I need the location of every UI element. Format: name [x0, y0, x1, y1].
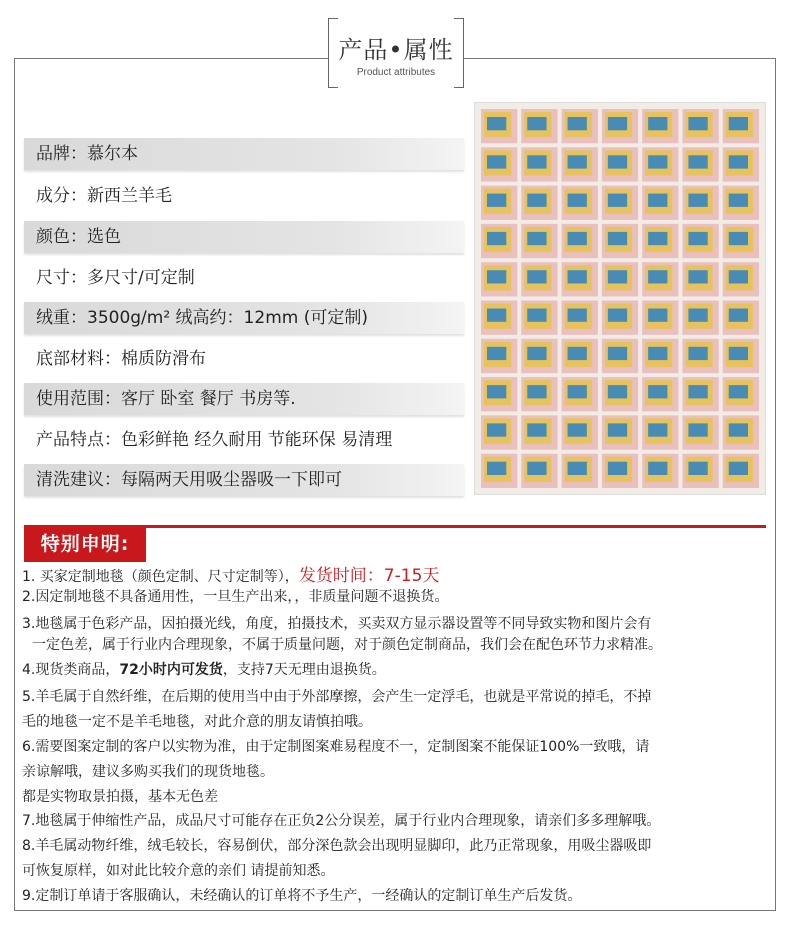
rug-tile: [642, 415, 678, 449]
rug-tile: [682, 415, 718, 449]
rug-tile: [602, 377, 638, 411]
rug-tile: [481, 186, 517, 220]
tile-blue-square: [729, 155, 748, 168]
rug-tile: [642, 262, 678, 296]
tile-blue-square: [648, 462, 667, 475]
tile-blue-square: [527, 462, 546, 475]
rug-tile: [521, 339, 557, 373]
attribute-pile-weight: 绒重：3500g/m² 绒高约：12mm (可定制): [24, 302, 464, 334]
rug-tile: [602, 301, 638, 335]
notice-title: 特别申明:: [24, 526, 146, 562]
notice-item-5a: 5.羊毛属于自然纤维，在后期的使用当中由于外部摩擦，会产生一定浮毛，也就是平常说的掉毛，不掉: [22, 689, 652, 705]
tile-blue-square: [487, 423, 506, 436]
tile-blue-square: [729, 270, 748, 283]
rug-tile: [682, 109, 718, 143]
rug-tile: [481, 454, 517, 488]
rug-tile: [521, 262, 557, 296]
notice-item-3b: 一定色差，属于行业内合理现象，不属于质量问题，对于颜色定制商品，我们会在配色环节力求精准。: [32, 637, 662, 653]
notice-item-8a: 8.羊毛属动物纤维，绒毛较长，容易倒伏，部分深色款会出现明显脚印，此乃正常现象，用吸尘器吸即: [22, 838, 652, 854]
rug-tile: [521, 147, 557, 181]
attribute-brand: 品牌：慕尔本: [24, 138, 464, 170]
tile-blue-square: [688, 385, 707, 398]
tile-blue-square: [568, 462, 587, 475]
tile-blue-square: [729, 385, 748, 398]
tile-blue-square: [568, 194, 587, 207]
rug-tile: [723, 301, 759, 335]
tile-blue-square: [648, 232, 667, 245]
rug-tile: [562, 262, 598, 296]
tile-blue-square: [568, 117, 587, 130]
tile-blue-square: [608, 232, 627, 245]
tile-blue-square: [527, 309, 546, 322]
notice-item-5b: 毛的地毯一定不是羊毛地毯，对此介意的朋友请慎拍哦。: [22, 714, 372, 730]
tile-blue-square: [648, 155, 667, 168]
tile-blue-square: [688, 309, 707, 322]
rug-tile: [521, 454, 557, 488]
rug-tile: [682, 262, 718, 296]
attribute-color: 颜色：选色: [24, 221, 464, 253]
tile-blue-square: [608, 462, 627, 475]
attribute-features: 产品特点：色彩鲜艳 经久耐用 节能环保 易清理: [36, 430, 393, 450]
tile-blue-square: [527, 270, 546, 283]
attribute-material: 成分：新西兰羊毛: [36, 186, 172, 206]
rug-tile: [682, 301, 718, 335]
notice-item-4-post: ，支持7天无理由退换货。: [222, 662, 386, 678]
rug-tile: [521, 301, 557, 335]
tile-blue-square: [568, 385, 587, 398]
tile-blue-square: [608, 117, 627, 130]
rug-tile: [642, 377, 678, 411]
rug-pattern: [475, 103, 765, 494]
rug-tile: [481, 224, 517, 258]
rug-tile: [723, 339, 759, 373]
tile-blue-square: [608, 270, 627, 283]
rug-tile: [682, 224, 718, 258]
tile-blue-square: [729, 117, 748, 130]
rug-tile: [562, 109, 598, 143]
tile-blue-square: [608, 347, 627, 360]
notice-item-1-text: 1. 买家定制地毯（颜色定制、尺寸定制等），: [22, 569, 299, 585]
rug-tile: [481, 109, 517, 143]
tile-blue-square: [688, 155, 707, 168]
tile-blue-square: [729, 194, 748, 207]
notice-item-4-pre: 4.现货类商品，: [22, 662, 120, 678]
tile-blue-square: [568, 423, 587, 436]
tile-blue-square: [608, 309, 627, 322]
tile-blue-square: [608, 155, 627, 168]
notice-item-4-bold: 72小时内可发货: [119, 662, 223, 678]
tile-blue-square: [608, 194, 627, 207]
tile-blue-square: [568, 155, 587, 168]
rug-tile: [723, 377, 759, 411]
tile-blue-square: [487, 117, 506, 130]
rug-tile: [602, 186, 638, 220]
rug-tile: [602, 109, 638, 143]
tile-blue-square: [568, 270, 587, 283]
rug-tile: [642, 109, 678, 143]
tile-blue-square: [688, 232, 707, 245]
notice-item-6b: 亲谅解哦，建议多购买我们的现货地毯。: [22, 764, 274, 780]
tile-blue-square: [527, 117, 546, 130]
rug-tile: [562, 454, 598, 488]
rug-tile: [602, 454, 638, 488]
rug-tile: [562, 224, 598, 258]
rug-tile: [521, 186, 557, 220]
tile-blue-square: [487, 462, 506, 475]
rug-tile: [642, 339, 678, 373]
notice-item-1: [22, 566, 439, 587]
tile-blue-square: [648, 194, 667, 207]
tile-blue-square: [608, 385, 627, 398]
section-subtitle: Product attributes: [356, 67, 436, 78]
rug-tile: [481, 339, 517, 373]
section-title-text: 产品•属性: [338, 36, 454, 64]
tile-blue-square: [487, 194, 506, 207]
rug-tile: [642, 301, 678, 335]
notice-item-8b: 可恢复原样，如对此比较介意的亲们 请提前知悉。: [22, 863, 335, 879]
tile-blue-square: [487, 155, 506, 168]
notice-item-2: 2.因定制地毯不具备通用性，一旦生产出来，，非质量问题不退换货。: [22, 589, 449, 605]
tile-blue-square: [527, 155, 546, 168]
rug-tile: [562, 377, 598, 411]
rug-tile: [682, 339, 718, 373]
rug-tile: [562, 186, 598, 220]
tile-blue-square: [688, 194, 707, 207]
notice-item-4: [22, 660, 386, 680]
rug-tile: [521, 224, 557, 258]
rug-tile: [723, 224, 759, 258]
rug-tile: [682, 454, 718, 488]
tile-blue-square: [648, 385, 667, 398]
attribute-cleaning: 清洗建议：每隔两天用吸尘器吸一下即可: [24, 464, 464, 496]
rug-tile: [723, 109, 759, 143]
rug-tile: [602, 262, 638, 296]
product-rug-image: [474, 102, 766, 495]
tile-blue-square: [527, 385, 546, 398]
tile-blue-square: [487, 309, 506, 322]
attribute-usage: 使用范围：客厅 卧室 餐厅 书房等.: [24, 383, 464, 415]
tile-blue-square: [729, 232, 748, 245]
tile-blue-square: [688, 462, 707, 475]
rug-tile: [723, 147, 759, 181]
rug-tile: [723, 454, 759, 488]
rug-tile: [642, 454, 678, 488]
rug-tile: [682, 147, 718, 181]
tile-blue-square: [568, 309, 587, 322]
tile-blue-square: [688, 347, 707, 360]
rug-tile: [481, 415, 517, 449]
tile-blue-square: [487, 385, 506, 398]
attribute-backing: 底部材料：棉质防滑布: [36, 349, 206, 369]
rug-tile: [723, 186, 759, 220]
rug-tile: [682, 186, 718, 220]
rug-tile: [682, 377, 718, 411]
tile-blue-square: [648, 270, 667, 283]
rug-tile: [602, 415, 638, 449]
rug-tile: [642, 186, 678, 220]
rug-tile: [723, 262, 759, 296]
notice-item-3a: 3.地毯属于色彩产品，因拍摄光线，角度，拍摄技术，买卖双方显示器设置等不同导致实物和图片会有: [22, 616, 652, 632]
rug-tile: [642, 147, 678, 181]
notice-item-7: 7.地毯属于伸缩性产品，成品尺寸可能存在正负2公分误差，属于行业内合理现象，请亲们多多理解哦。: [22, 813, 661, 829]
rug-tile: [562, 339, 598, 373]
attribute-size: 尺寸：多尺寸/可定制: [36, 268, 195, 288]
tile-blue-square: [527, 194, 546, 207]
rug-tile: [481, 147, 517, 181]
rug-tile: [602, 339, 638, 373]
tile-blue-square: [648, 309, 667, 322]
rug-tile: [723, 415, 759, 449]
tile-blue-square: [487, 347, 506, 360]
notice-item-6a: 6.需要图案定制的客户以实物为准，由于定制图案难易程度不一，定制图案不能保证100%一致哦，请: [22, 739, 650, 755]
rug-tile: [481, 377, 517, 411]
notice-item-6c: 都是实物取景拍摄，基本无色差: [22, 789, 218, 805]
tile-blue-square: [729, 309, 748, 322]
tile-blue-square: [527, 423, 546, 436]
tile-blue-square: [729, 423, 748, 436]
tile-blue-square: [729, 462, 748, 475]
tile-blue-square: [568, 232, 587, 245]
rug-tile: [481, 301, 517, 335]
tile-blue-square: [688, 117, 707, 130]
rug-tile: [562, 147, 598, 181]
rug-tile: [562, 301, 598, 335]
section-title: [328, 18, 464, 88]
rug-tile: [521, 109, 557, 143]
tile-blue-square: [487, 270, 506, 283]
tile-blue-square: [729, 347, 748, 360]
tile-blue-square: [527, 347, 546, 360]
rug-tile: [602, 147, 638, 181]
tile-blue-square: [688, 270, 707, 283]
tile-blue-square: [487, 232, 506, 245]
rug-tile: [481, 262, 517, 296]
rug-tile: [562, 415, 598, 449]
shipping-time-highlight: 发货时间：7-15天: [298, 566, 440, 586]
notice-item-9: 9.定制订单请于客服确认，未经确认的订单将不予生产，一经确认的定制订单生产后发货。: [22, 888, 582, 904]
tile-blue-square: [648, 423, 667, 436]
rug-tile: [521, 415, 557, 449]
tile-blue-square: [527, 232, 546, 245]
rug-tile: [642, 224, 678, 258]
tile-blue-square: [568, 347, 587, 360]
tile-blue-square: [688, 423, 707, 436]
tile-blue-square: [648, 347, 667, 360]
rug-tile: [521, 377, 557, 411]
tile-blue-square: [608, 423, 627, 436]
rug-tile: [602, 224, 638, 258]
tile-blue-square: [648, 117, 667, 130]
